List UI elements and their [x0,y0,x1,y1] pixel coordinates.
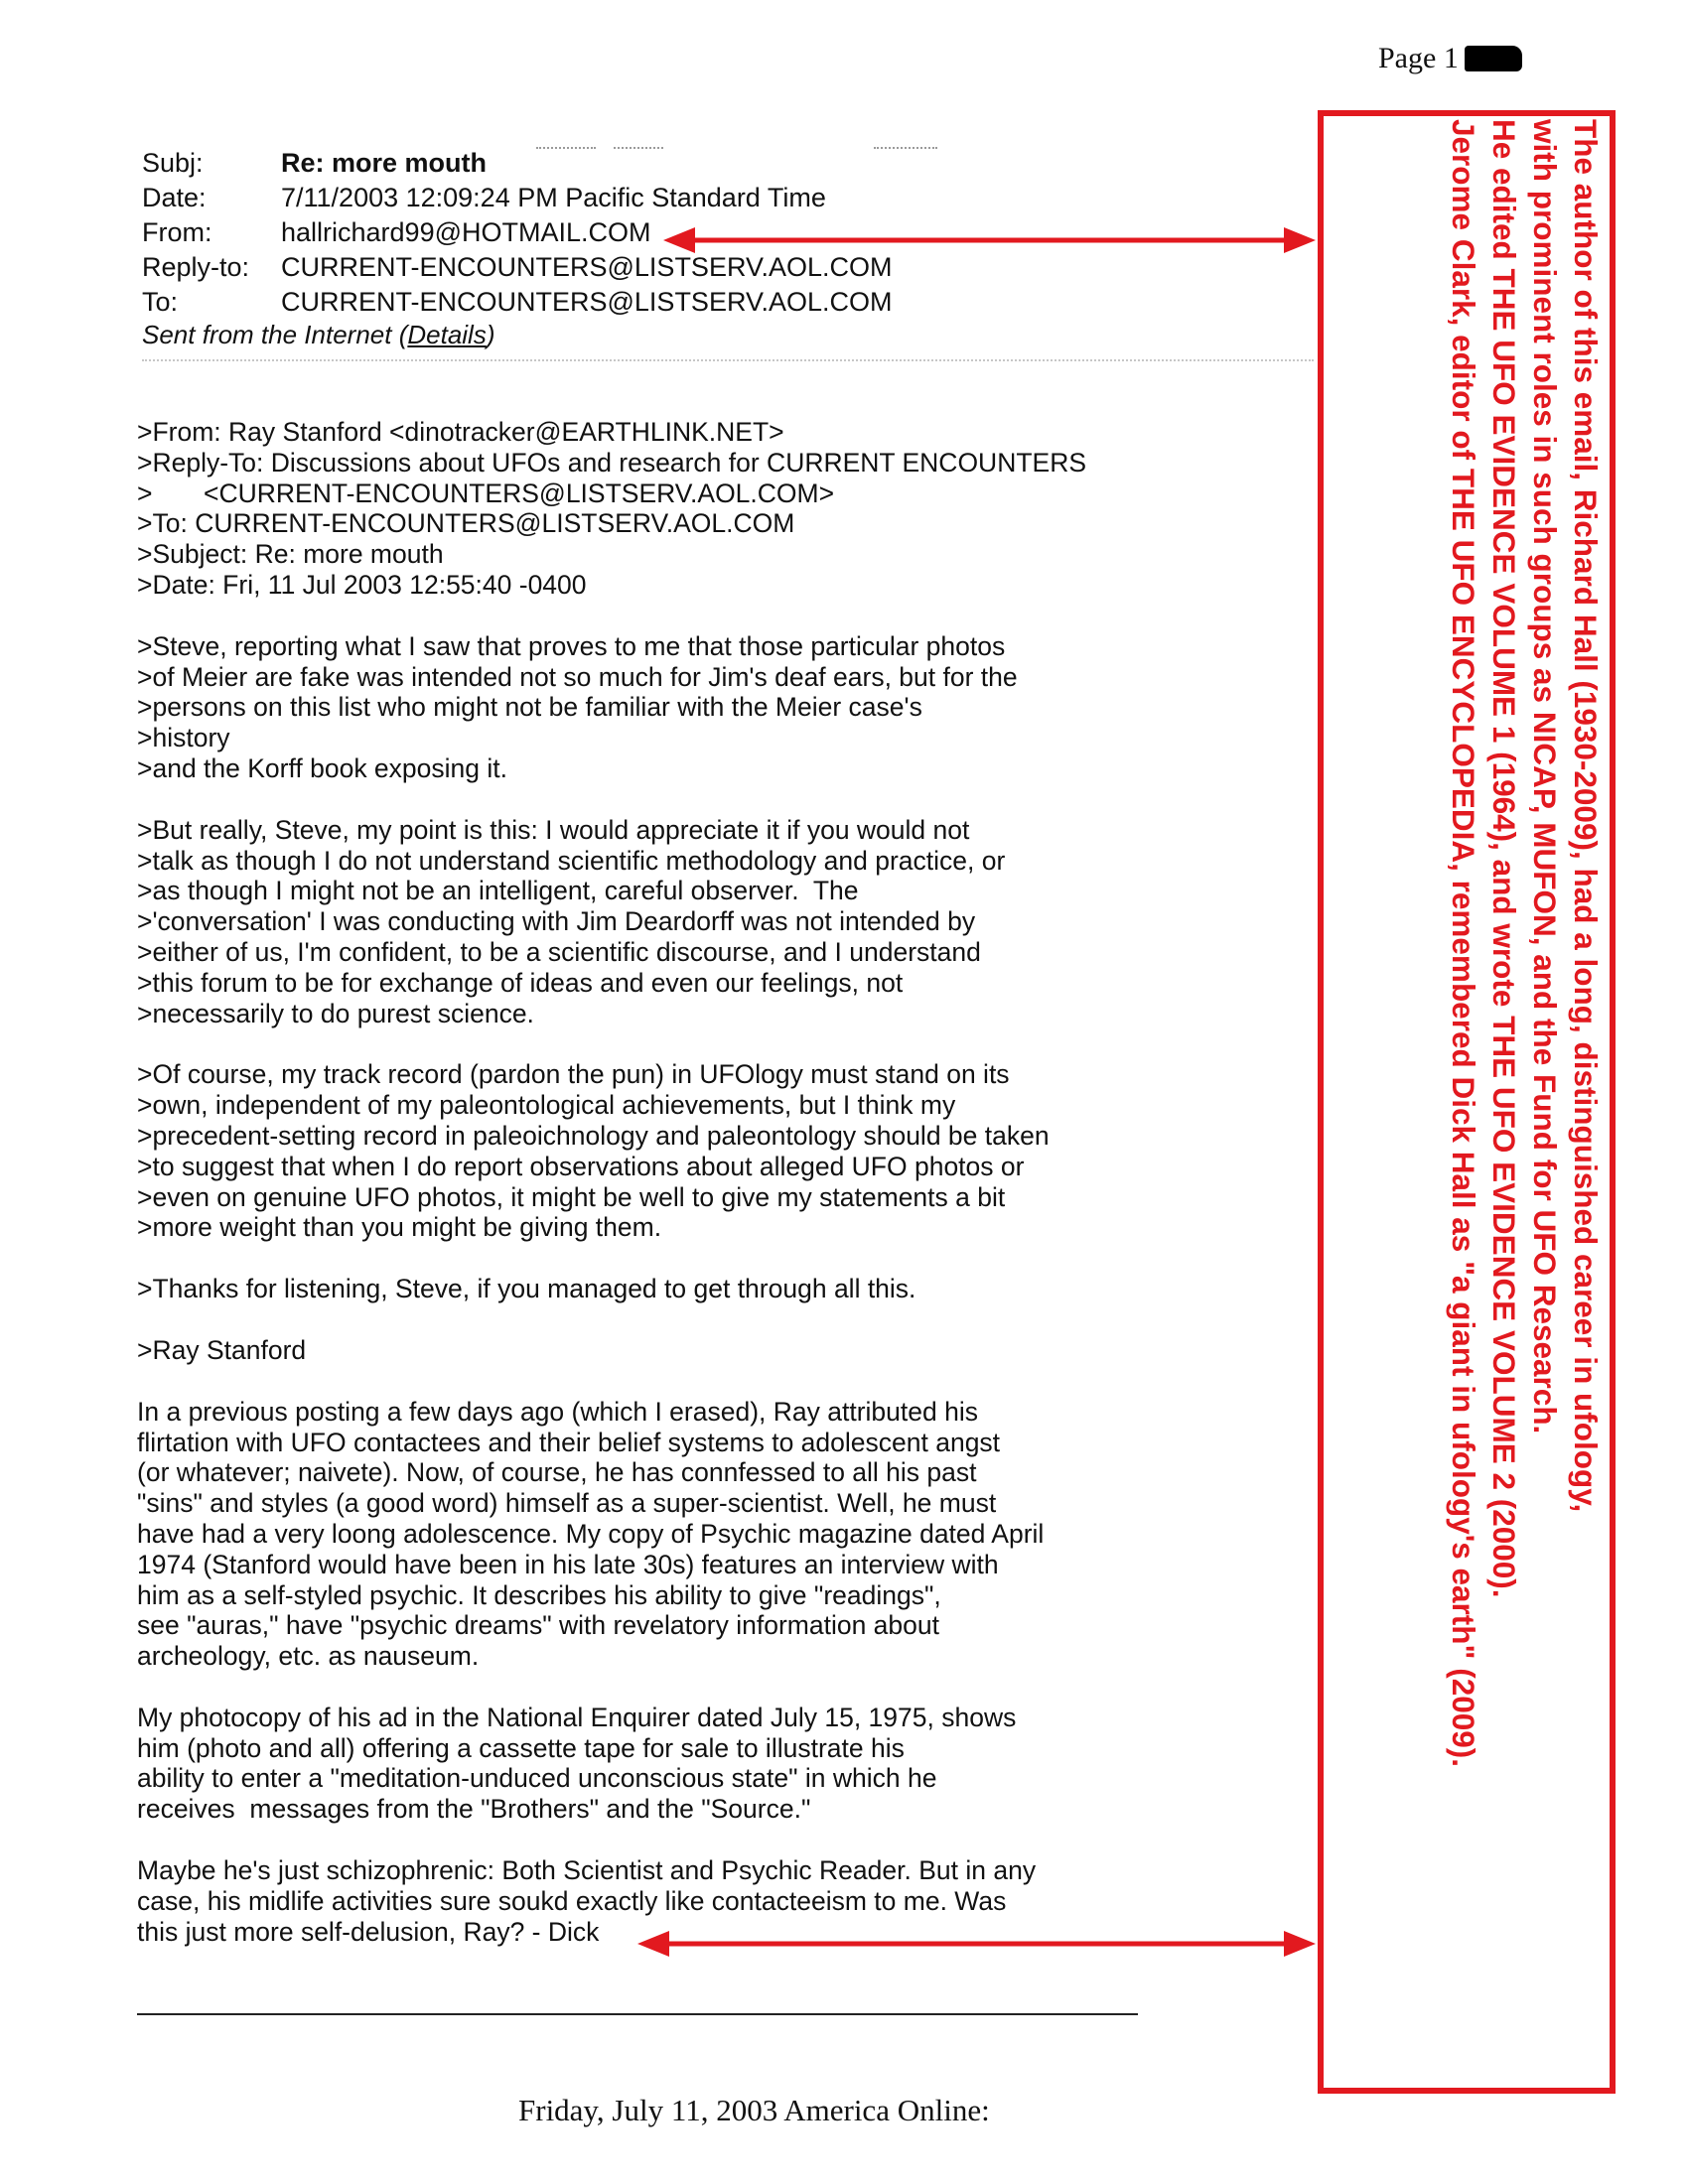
body-line: >own, independent of my paleontological achievements, but I think my [137,1090,956,1121]
double-arrow-icon [637,1931,1316,1957]
body-line: receives messages from the "Brothers" and the "Source." [137,1794,811,1825]
subject-value: Re: more mouth [281,148,488,178]
body-line: have had a very loong adolescence. My copy of Psychic magazine dated April [137,1518,1045,1549]
body-line: case, his midlife activities sure soukd exactly like contacteeism to me. Was [137,1885,1007,1916]
body-line: (or whatever; naivete). Now, of course, he has connfessed to all his past [137,1457,977,1488]
quoted-header-line: >To: CURRENT-ENCOUNTERS@LISTSERV.AOL.COM [137,508,795,539]
details-link[interactable]: Details [407,320,487,349]
reply-to-label: Reply-to: [142,252,250,282]
body-line: archeology, etc. as nauseum. [137,1641,480,1672]
to-value[interactable]: CURRENT-ENCOUNTERS@LISTSERV.AOL.COM [281,287,893,317]
body-line: see "auras," have "psychic dreams" with revelatory information about [137,1610,939,1641]
page-number-label: Page 1 [1378,42,1459,74]
quoted-header-line: >Date: Fri, 11 Jul 2003 12:55:40 -0400 [137,569,587,600]
quoted-header-line: > <CURRENT-ENCOUNTERS@LISTSERV.AOL.COM> [137,478,835,508]
body-line: >Of course, my track record (pardon the pun) in UFOlogy must stand on its [137,1059,1010,1090]
body-line: this just more self-delusion, Ray? - Dick [137,1916,600,1947]
sent-prefix: Sent from the Internet ( [142,320,408,349]
annotation-line: with prominent roles in such groups as NICAP, MUFON, and the Fund for UFO Research. [1527,119,1563,1434]
date-label: Date: [142,183,207,212]
body-line: >as though I might not be an intelligent, careful observer. The [137,876,859,906]
body-line: >more weight than you might be giving them. [137,1212,662,1243]
body-line: >either of us, I'm confident, to be a scientific discourse, and I understand [137,936,981,967]
to-label: To: [142,287,179,317]
reply-to-value[interactable]: CURRENT-ENCOUNTERS@LISTSERV.AOL.COM [281,252,893,282]
quoted-signature: >Ray Stanford [137,1334,307,1365]
body-line: >even on genuine UFO photos, it might be well to give my statements a bit [137,1181,1006,1212]
quoted-header-line: >From: Ray Stanford <dinotracker@EARTHLINK.NET> [137,417,784,447]
body-line: him (photo and all) offering a cassette tape for sale to illustrate his [137,1732,905,1763]
body-line: >history [137,723,230,753]
body-line: In a previous posting a few days ago (which I erased), Ray attributed his [137,1396,978,1427]
body-line: >to suggest that when I do report observations about alleged UFO photos or [137,1151,1025,1181]
quoted-thanks: >Thanks for listening, Steve, if you managed to get through all this. [137,1274,916,1304]
body-line: >talk as though I do not understand scientific methodology and practice, or [137,845,1006,876]
body-line: flirtation with UFO contactees and their belief systems to adolescent angst [137,1427,1001,1457]
from-value[interactable]: hallrichard99@HOTMAIL.COM [281,217,651,247]
body-line: >of Meier are fake was intended not so much for Jim's deaf ears, but for the [137,661,1018,692]
annotation-line: Jerome Clark, editor of THE UFO ENCYCLOPEDIA, remembered Dick Hall as "a giant in ufology's earth" (2009). [1446,119,1481,1768]
body-line: 1974 (Stanford would have been in his late 30s) features an interview with [137,1549,999,1579]
body-line: "sins" and styles (a good word) himself as a super-scientist. Well, he must [137,1488,997,1519]
subject-label: Subj: [142,148,204,178]
sent-suffix: ) [486,320,495,349]
annotation-line: The author of this email, Richard Hall (1930-2009), had a long, distinguished career in ufology, [1568,119,1604,1513]
body-line: >necessarily to do purest science. [137,998,534,1028]
body-line: Maybe he's just schizophrenic: Both Scientist and Psychic Reader. But in any [137,1855,1037,1886]
body-line: ability to enter a "meditation-unduced unconscious state" in which he [137,1763,937,1794]
body-line: >precedent-setting record in paleoichnology and paleontology should be taken [137,1120,1050,1151]
date-value: 7/11/2003 12:09:24 PM Pacific Standard Time [281,183,826,212]
footer-text: Friday, July 11, 2003 America Online: [518,2093,990,2127]
body-line: My photocopy of his ad in the National Enquirer dated July 15, 1975, shows [137,1702,1017,1732]
quoted-header-line: >Subject: Re: more mouth [137,539,444,570]
body-line: >'conversation' I was conducting with Jim Deardorff was not intended by [137,906,976,937]
body-line: >But really, Steve, my point is this: I would appreciate it if you would not [137,814,970,845]
body-line: >this forum to be for exchange of ideas and even our feelings, not [137,967,904,998]
quoted-header-line: >Reply-To: Discussions about UFOs and research for CURRENT ENCOUNTERS [137,447,1087,478]
double-arrow-icon [663,227,1316,253]
annotation-line: He edited THE UFO EVIDENCE VOLUME 1 (1964), and wrote THE UFO EVIDENCE VOLUME 2 (2000). [1486,119,1522,1598]
body-line: >and the Korff book exposing it. [137,752,507,783]
body-line: >persons on this list who might not be familiar with the Meier case's [137,692,922,723]
from-label: From: [142,217,212,247]
body-line: him as a self-styled psychic. It describes his ability to give "readings", [137,1579,941,1610]
body-line: >Steve, reporting what I saw that proves to me that those particular photos [137,630,1006,661]
